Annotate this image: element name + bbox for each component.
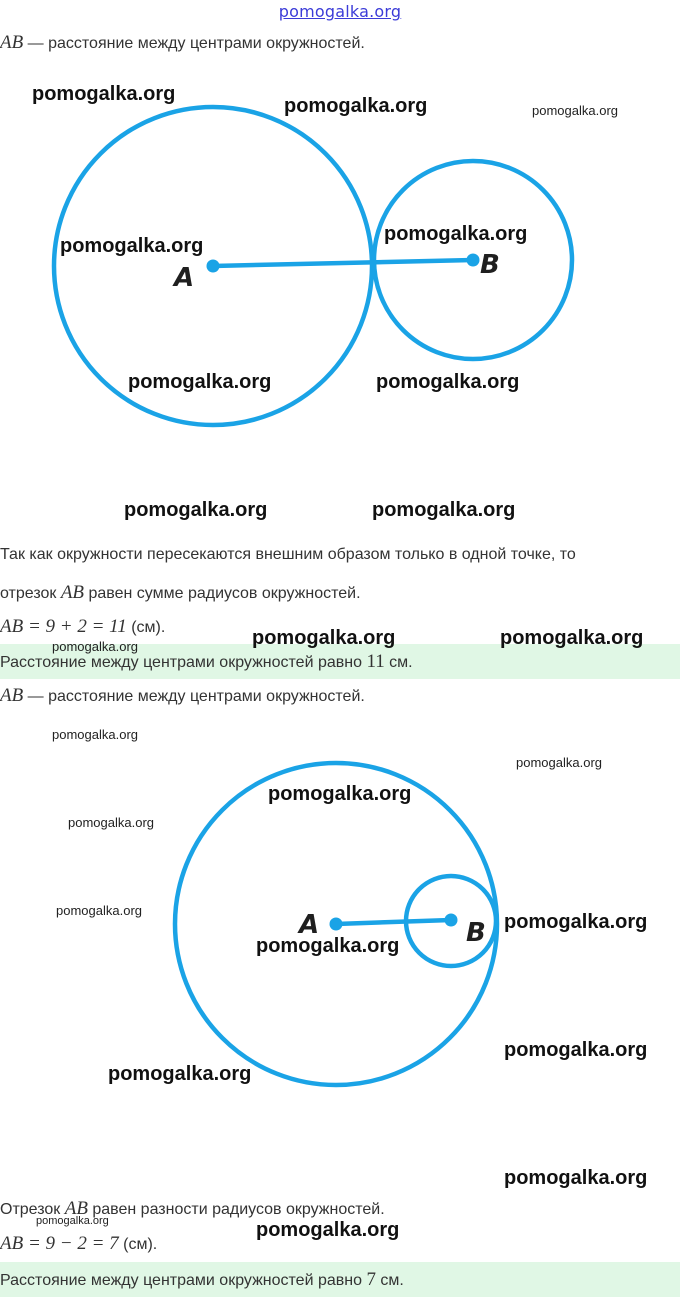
intro-text-2: — расстояние между центрами окружностей. <box>23 688 365 705</box>
para2-pre: отрезок <box>0 585 61 602</box>
formula-1 <box>0 616 165 638</box>
watermark: pomogalka.org <box>52 639 138 654</box>
para3-post: равен разности радиусов окружностей. <box>87 1201 385 1218</box>
para3-pre: Отрезок <box>0 1201 65 1218</box>
watermark: pomogalka.org <box>36 1215 109 1227</box>
watermark: pomogalka.org <box>256 1219 400 1241</box>
watermark: pomogalka.org <box>284 95 428 117</box>
label-b-2: B <box>466 918 486 948</box>
intro-line-1 <box>0 32 365 54</box>
intro-math-2: AB <box>0 685 24 706</box>
answer-box-2 <box>0 1262 680 1297</box>
site-link[interactable]: pomogalka.org <box>278 2 402 21</box>
watermark: pomogalka.org <box>504 1039 648 1061</box>
watermark: pomogalka.org <box>504 1167 648 1189</box>
watermark: pomogalka.org <box>252 627 396 649</box>
watermark: pomogalka.org <box>56 903 142 918</box>
watermark: pomogalka.org <box>500 627 644 649</box>
watermark: pomogalka.org <box>268 783 412 805</box>
formula-1-math: AB = 9 + 2 = 11 <box>0 616 127 637</box>
answer-1-post: см. <box>384 654 413 671</box>
para3-math: AB <box>64 1198 88 1219</box>
watermark: pomogalka.org <box>372 499 516 521</box>
formula-2 <box>0 1233 157 1255</box>
watermark: pomogalka.org <box>376 371 520 393</box>
watermark: pomogalka.org <box>384 223 528 245</box>
watermark: pomogalka.org <box>516 755 602 770</box>
answer-2-math: 7 <box>366 1269 376 1290</box>
label-a: A <box>174 263 195 293</box>
label-b: B <box>480 250 500 280</box>
watermark: pomogalka.org <box>124 499 268 521</box>
intro-math-1: AB <box>0 32 24 53</box>
answer-1-math: 11 <box>366 651 385 672</box>
intro-text-1: — расстояние между центрами окружностей. <box>23 35 365 52</box>
answer-2-post: см. <box>375 1272 404 1289</box>
watermark: pomogalka.org <box>32 83 176 105</box>
watermark: pomogalka.org <box>108 1063 252 1085</box>
para2-math: AB <box>60 582 85 603</box>
paragraph-1: Так как окружности пересекаются внешним образом только в одной точке, то <box>0 546 576 563</box>
watermark: pomogalka.org <box>60 235 204 257</box>
center-a-dot-2 <box>330 918 343 931</box>
formula-2-unit: (см). <box>118 1236 158 1253</box>
diagram-external-tangent <box>0 60 680 500</box>
intro-line-2 <box>0 685 365 707</box>
watermark: pomogalka.org <box>52 727 138 742</box>
center-b-dot <box>467 254 480 267</box>
watermark: pomogalka.org <box>504 911 648 933</box>
label-a-2: A <box>299 910 320 940</box>
center-b-dot-2 <box>445 914 458 927</box>
segment-ab <box>213 260 473 266</box>
para2-post: равен сумме радиусов окружностей. <box>84 585 361 602</box>
answer-2-pre: Расстояние между центрами окружностей равно <box>0 1272 367 1289</box>
center-a-dot <box>207 260 220 273</box>
watermark: pomogalka.org <box>532 103 618 118</box>
paragraph-2 <box>0 582 361 604</box>
watermark: pomogalka.org <box>256 935 400 957</box>
watermark: pomogalka.org <box>128 371 272 393</box>
formula-2-math: AB = 9 − 2 = 7 <box>0 1233 119 1254</box>
watermark: pomogalka.org <box>68 815 154 830</box>
answer-1-pre: Расстояние между центрами окружностей равно <box>0 654 367 671</box>
segment-ab-2 <box>336 920 451 924</box>
formula-1-unit: (см). <box>126 619 166 636</box>
